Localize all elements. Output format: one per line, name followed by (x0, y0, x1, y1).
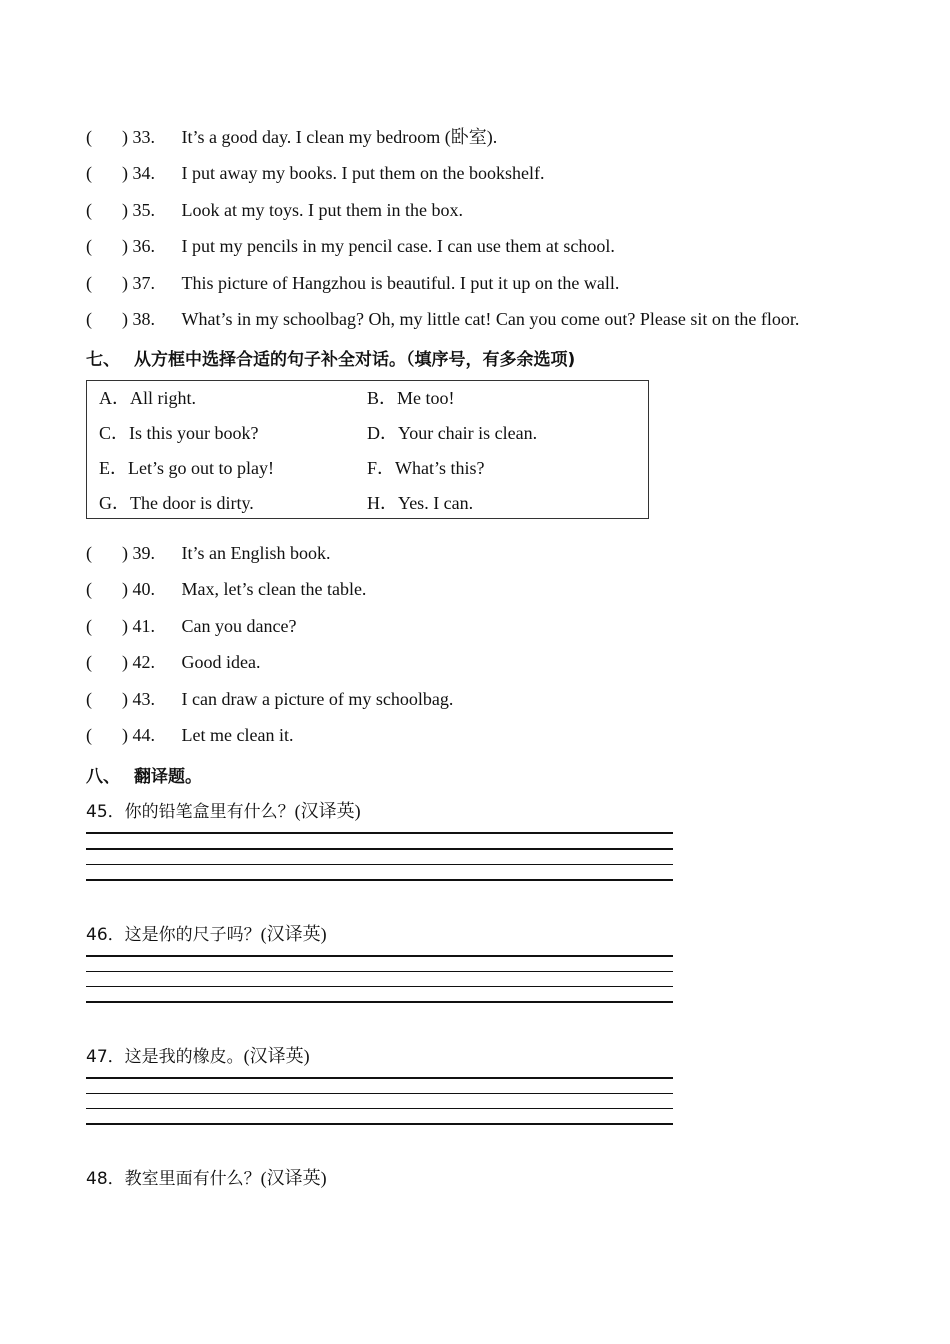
question-text: 教室里面有什么？ (124, 1169, 261, 1189)
question-text: Max, let’s clean the table. (181, 579, 367, 599)
question-number: 36. (132, 236, 155, 256)
translation-question-47 (86, 1042, 310, 1068)
question-36: ( ) 36. I put my pencils in my pencil case. I can use them at school. (86, 236, 615, 256)
question-37: ( ) 37. This picture of Hangzhou is beautiful. I put it up on the wall. (86, 273, 620, 293)
question-text: It’s an English book. (181, 543, 331, 563)
question-note: (汉译英) (243, 1046, 310, 1066)
question-text: What’s in my schoolbag? Oh, my little cat! Can you come out? Please sit on the floor. (181, 309, 800, 329)
question-39: ( ) 39. It’s an English book. (86, 543, 331, 563)
question-text: 你的铅笔盒里有什么？ (124, 802, 295, 822)
option-d: D．Your chair is clean. (367, 423, 538, 443)
question-text: I can draw a picture of my schoolbag. (181, 689, 454, 709)
answer-blank[interactable]: ( (86, 652, 92, 672)
question-number: 34. (132, 163, 155, 183)
answer-blank[interactable]: ( (86, 689, 92, 709)
question-number: 37. (132, 273, 155, 293)
question-text: 这是你的尺子吗？ (124, 925, 261, 945)
options-box (86, 380, 649, 519)
question-text: Let me clean it. (181, 725, 294, 745)
question-number: 40. (132, 579, 155, 599)
answer-blank[interactable]: ( (86, 309, 92, 329)
question-35: ( ) 35. Look at my toys. I put them in the box. (86, 200, 463, 220)
option-b: B．Me too! (367, 388, 455, 408)
answer-blank[interactable]: ( (86, 163, 92, 183)
question-number: 42. (132, 652, 155, 672)
section-7-heading (86, 345, 575, 370)
answer-blank[interactable]: ( (86, 200, 92, 220)
answer-blank[interactable]: ( (86, 579, 92, 599)
question-number: 47． (86, 1047, 125, 1067)
question-text: 这是我的橡皮。 (124, 1047, 244, 1067)
answer-blank[interactable]: ( (86, 725, 92, 745)
question-40: ( ) 40. Max, let’s clean the table. (86, 579, 367, 599)
section-title: 从方框中选择合适的句子补全对话。（填序号，有多余选项) (134, 350, 576, 370)
question-33: ( ) 33. It’s a good day. I clean my bedroom (卧室). (86, 127, 498, 147)
section-number: 七、 (86, 350, 120, 370)
option-g: G．The door is dirty. (99, 493, 254, 513)
answer-blank[interactable]: ( (86, 616, 92, 636)
option-c: C．Is this your book? (99, 423, 259, 443)
question-text: Can you dance? (181, 616, 297, 636)
section-8-heading (86, 762, 202, 787)
question-number: 33. (132, 127, 155, 147)
question-number: 48． (86, 1169, 125, 1189)
answer-blank[interactable]: ( (86, 543, 92, 563)
translation-question-45 (86, 797, 361, 823)
question-text: Good idea. (181, 652, 261, 672)
question-43: ( ) 43. I can draw a picture of my schoolbag. (86, 689, 454, 709)
question-number: 35. (132, 200, 155, 220)
translation-question-48 (86, 1164, 327, 1190)
question-note: (汉译英) (294, 801, 361, 821)
question-number: 46． (86, 925, 125, 945)
question-38: ( ) 38. What’s in my schoolbag? Oh, my little cat! Can you come out? Please sit on the floor. (86, 309, 800, 329)
question-41: ( ) 41. Can you dance? (86, 616, 297, 636)
question-note: (汉译英) (260, 924, 327, 944)
question-note: (汉译英) (260, 1168, 327, 1188)
question-34: ( ) 34. I put away my books. I put them on the bookshelf. (86, 163, 545, 183)
question-number: 44. (132, 725, 155, 745)
question-text: It’s a good day. I clean my bedroom (卧室). (181, 127, 498, 147)
question-text: I put my pencils in my pencil case. I can use them at school. (181, 236, 615, 256)
translation-question-46 (86, 920, 327, 946)
answer-blank[interactable]: ( (86, 127, 92, 147)
question-number: 41. (132, 616, 155, 636)
question-44: ( ) 44. Let me clean it. (86, 725, 294, 745)
question-text: Look at my toys. I put them in the box. (181, 200, 463, 220)
section-number: 八、 (86, 767, 120, 787)
question-number: 38. (132, 309, 155, 329)
question-number: 39. (132, 543, 155, 563)
section-title: 翻译题。 (134, 767, 202, 787)
answer-blank[interactable]: ( (86, 236, 92, 256)
question-text: I put away my books. I put them on the bookshelf. (181, 163, 545, 183)
option-a: A．All right. (99, 388, 196, 408)
question-text: This picture of Hangzhou is beautiful. I put it up on the wall. (181, 273, 620, 293)
question-42: ( ) 42. Good idea. (86, 652, 261, 672)
answer-blank[interactable]: ( (86, 273, 92, 293)
option-f: F．What’s this? (367, 458, 485, 478)
option-h: H．Yes. I can. (367, 493, 474, 513)
question-number: 43. (132, 689, 155, 709)
option-e: E．Let’s go out to play! (99, 458, 274, 478)
question-number: 45． (86, 802, 125, 822)
